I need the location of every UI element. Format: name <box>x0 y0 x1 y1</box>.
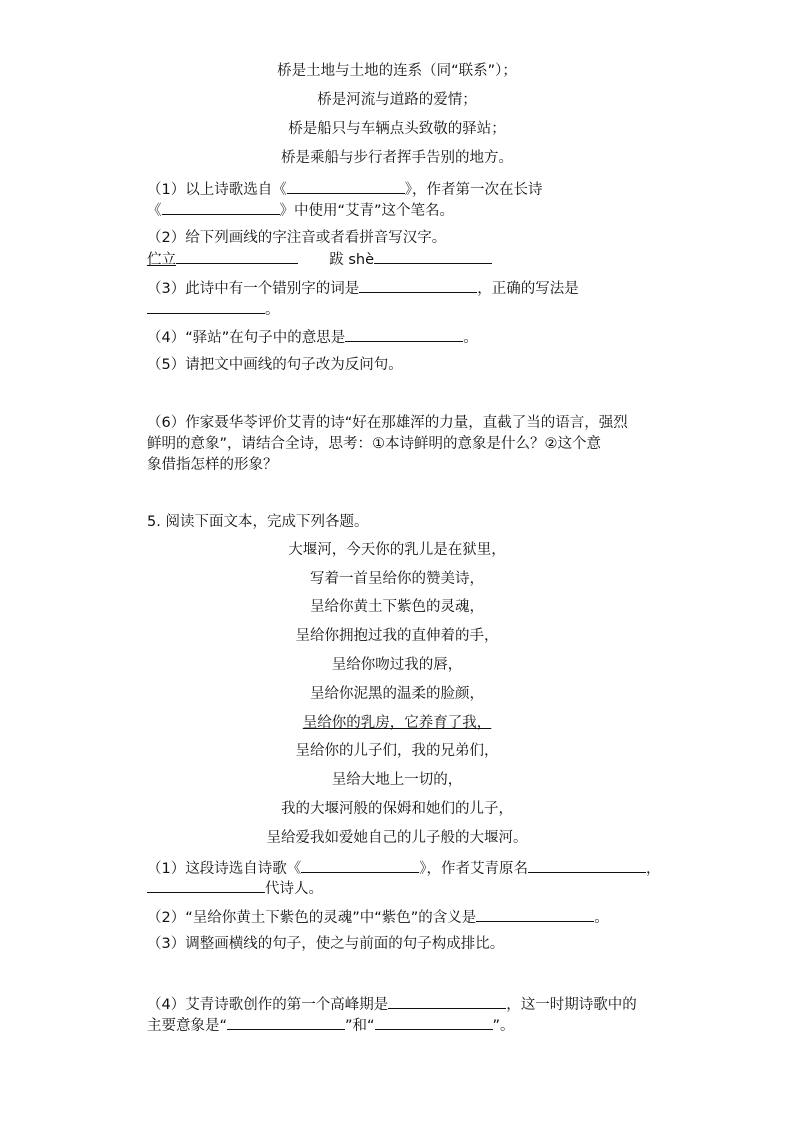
s5-question-4-cont: 主要意象是“ ”和“ ”。 <box>147 1014 515 1036</box>
s5-question-1: （1）这段诗选自诗歌《 》，作者艾青原名 ， <box>147 857 660 879</box>
poem2-line-1: 大堰河，今天你的乳儿是在狱里， <box>288 542 506 558</box>
question-1: （1）以上诗歌选自《 》，作者第一次在长诗 <box>147 178 542 200</box>
poem2-line-9: 呈给大地上一切的， <box>331 772 463 788</box>
answer-blank[interactable] <box>227 1014 345 1030</box>
answer-blank[interactable] <box>287 178 405 194</box>
poem2-line-5: 呈给你吻过我的唇， <box>331 657 463 673</box>
answer-blank[interactable] <box>176 248 298 264</box>
poem1-line-2: 桥是河流与道路的爱情； <box>317 92 477 108</box>
question-3: （3）此诗中有一个错别字的词是 ，正确的写法是 <box>147 277 579 299</box>
question-6-line-2: 鲜明的意象”，请结合全诗，思考：①本诗鲜明的意象是什么？②这个意 <box>147 436 602 452</box>
section-5-title: 5. 阅读下面文本，完成下列各题。 <box>147 514 369 530</box>
poem2-line-11: 呈给爱我如爱她自己的儿子般的大堰河。 <box>266 830 528 846</box>
question-4: （4）“驿站”在句子中的意思是 。 <box>147 326 478 348</box>
poem2-line-10: 我的大堰河般的保姆和她们的儿子， <box>281 801 513 817</box>
underlined-sentence: 呈给你的乳房，它养育了我， <box>302 715 492 731</box>
poem2-line-2: 写着一首呈给你的赞美诗， <box>310 571 484 587</box>
question-1-cont: 《 》中使用“艾青”这个笔名。 <box>147 199 454 221</box>
answer-blank[interactable] <box>162 199 280 215</box>
question-6-line-3: 象借指怎样的形象？ <box>147 457 278 473</box>
s5-question-3: （3）调整画横线的句子，使之与前面的句子构成排比。 <box>147 936 505 952</box>
poem1-line-3: 桥是船只与车辆点头致敬的驿站； <box>288 121 506 137</box>
question-2: （2）给下列画线的字注音或者看拼音写汉字。 <box>147 230 447 246</box>
question-5: （5）请把文中画线的句子改为反问句。 <box>147 357 403 373</box>
poem2-line-6: 呈给你泥黑的温柔的脸颜， <box>310 686 484 702</box>
poem2-line-7-underlined <box>0 713 794 733</box>
answer-blank[interactable] <box>388 993 506 1009</box>
answer-blank[interactable] <box>301 857 419 873</box>
poem1-line-4: 桥是乘船与步行者挥手告别的地方。 <box>281 150 513 166</box>
poem2-line-8: 呈给你的儿子们，我的兄弟们， <box>295 743 499 759</box>
answer-blank[interactable] <box>374 248 492 264</box>
poem1-line-1: 桥是土地与土地的连系（同“联系”）； <box>277 63 517 79</box>
answer-blank[interactable] <box>345 326 463 342</box>
s5-question-2: （2）“呈给你黄土下紫色的灵魂”中“紫色”的含义是 。 <box>147 906 609 928</box>
question-3-cont: 。 <box>147 298 280 320</box>
answer-blank[interactable] <box>359 277 477 293</box>
answer-blank[interactable] <box>528 857 646 873</box>
answer-blank[interactable] <box>147 298 265 314</box>
question-2-items <box>147 248 492 270</box>
answer-blank[interactable] <box>147 877 265 893</box>
answer-blank[interactable] <box>375 1014 493 1030</box>
question-6-line-1: （6）作家聂华苓评价艾青的诗“好在那雄浑的力量，直截了当的语言，强烈 <box>147 415 628 431</box>
answer-blank[interactable] <box>476 906 594 922</box>
poem2-line-3: 呈给你黄土下紫色的灵魂， <box>310 599 484 615</box>
s5-question-1-cont: 代诗人。 <box>147 877 323 899</box>
s5-question-4: （4）艾青诗歌创作的第一个高峰期是 ，这一时期诗歌中的 <box>147 993 637 1015</box>
underlined-word: 伫立 <box>147 252 176 268</box>
poem2-line-4: 呈给你拥抱过我的直伸着的手， <box>295 628 499 644</box>
pinyin-word: 跋 shè <box>329 252 374 268</box>
